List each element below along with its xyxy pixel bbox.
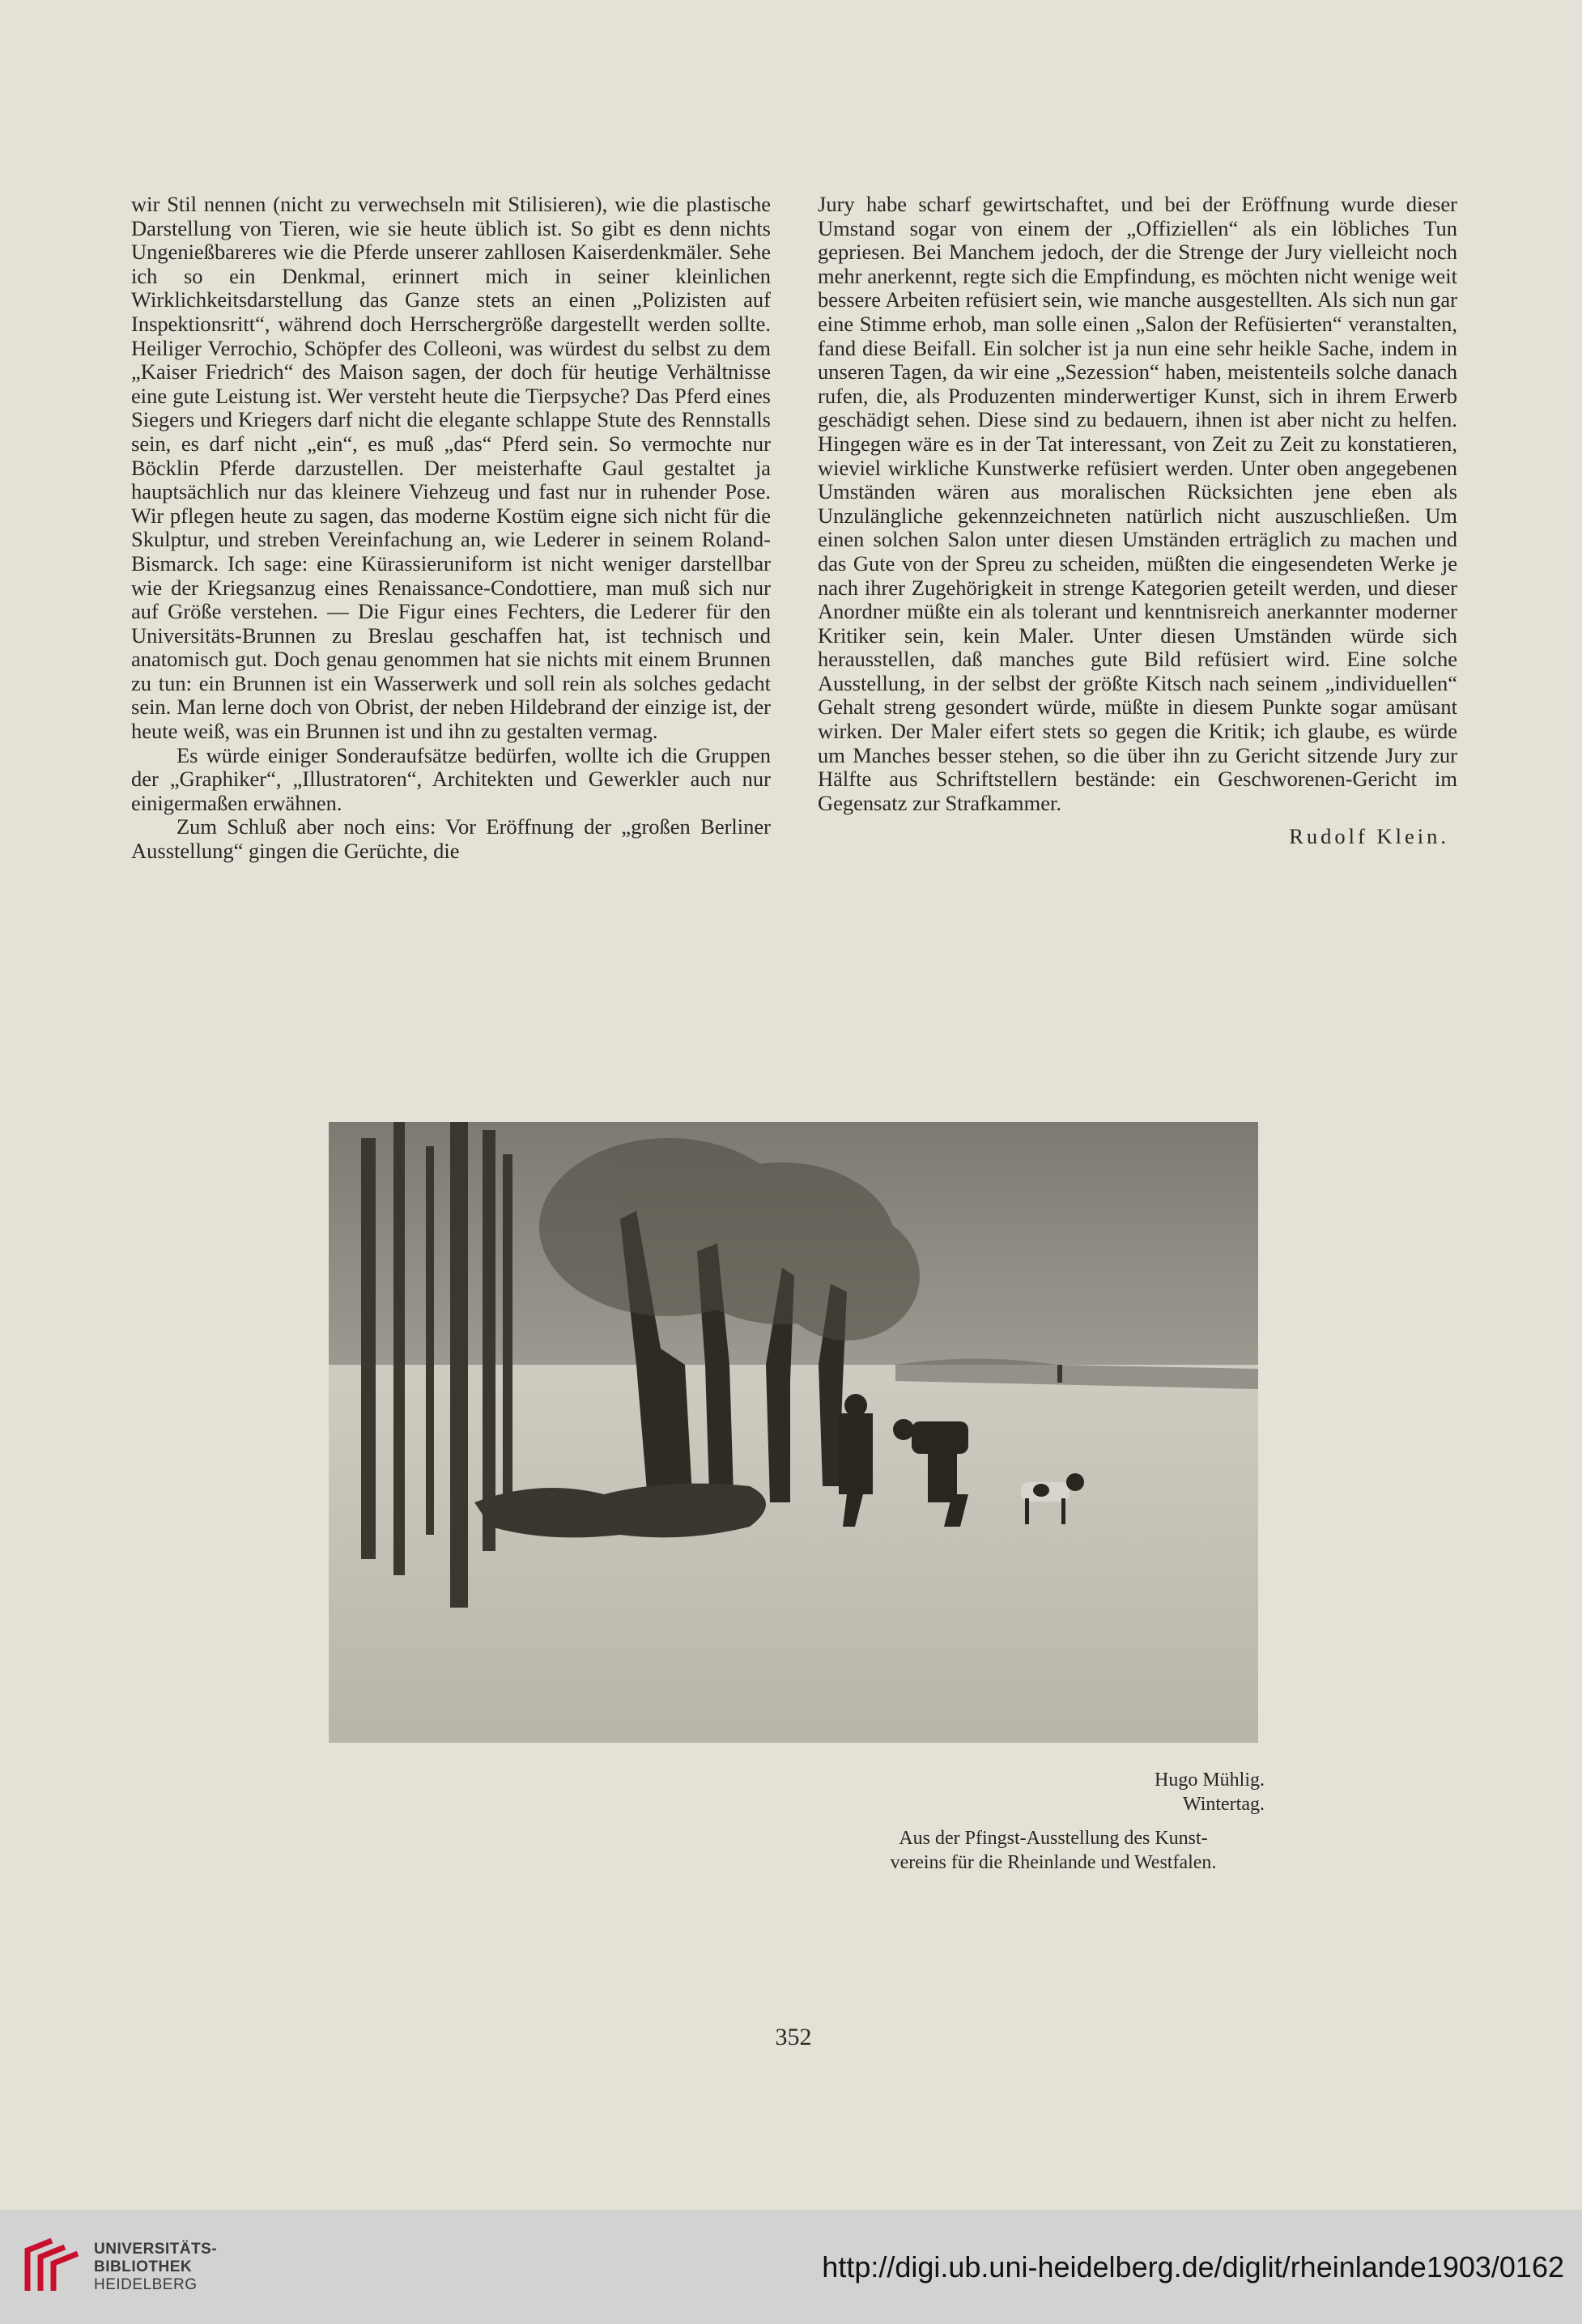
library-logo-icon [19, 2234, 84, 2299]
article-left-column [131, 193, 771, 864]
article-paragraph: Es würde einiger Sonderaufsätze bedürfen, wollte ich die Gruppen der „Graphiker“, „Illustratoren“, Architekten und Gewerkler auch nur einigermaßen erwähnen. [131, 742, 771, 815]
article-paragraph: Zum Schluß aber noch eins: Vor Eröffnung der „großen Berliner Ausstellung“ gingen die Gerüchte, die [131, 814, 771, 864]
logo-line: HEIDELBERG [94, 2276, 198, 2293]
article-right-column [818, 193, 1457, 849]
permalink-url[interactable]: http://digi.ub.uni-heidelberg.de/diglit/rheinlande1903/0162 [822, 2250, 1564, 2284]
figure-caption [810, 1768, 1265, 1875]
caption-credit-line: vereins für die Rheinlande und Westfalen. [890, 1852, 1217, 1873]
article-paragraph: wir Stil nennen (nicht zu verwechseln mit Stilisieren), wie die plastische Darstellung von Tieren, wie sie heute üblich ist. So gibt es denn nichts Ungenießbareres wie die Pferde unserer zahllosen Kaiserdenkmäler. Sehe ich so ein Denkmal, erinnert mich in seiner kleinlichen Wirklichkeitsdarstellung das Ganze stets an einen „Polizisten auf Inspektionsritt“, während doch Herrschergröße dargestellt werden sollte. Heiliger Verrochio, Schöpfer des Colleoni, was würdest du selbst zu dem „Kaiser Friedrich“ des Maison sagen, der doch für heutige Verhältnisse eine gute Leistung ist. Wer versteht heute die Tierpsyche? Das Pferd eines Siegers und Kriegers darf nicht die elegante schlappe Stute des Rennstalls sein, es darf nicht „ein“, es muß „das“ Pferd sein. So vermochte nur Böcklin Pferde darzustellen. Der meisterhafte Gaul gestaltet ja hauptsächlich nur das kleinere Viehzeug und fast nur in ruhender Pose. Wir pflegen heute zu sagen, das moderne Kostüm eigne sich nicht für die Skulptur, und streben Vereinfachung an, wie Lederer in seinem Roland-Bismarck. Ich sage: eine Kürassieruniform ist nicht weniger darstellbar wie der Kriegsanzug eines Renaissance-Condottiere, man muß sich nur auf Größe verstehen. — Die Figur eines Fechters, die Lederer für den Universitäts-Brunnen zu Breslau geschaffen hat, ist technisch und anatomisch gut. Doch genau genommen hat sie nichts mit einem Brunnen zu tun: ein Brunnen ist ein Wasserwerk und soll rein als solches gedacht sein. Man lerne doch von Obrist, der neben Hildebrand der einzige ist, der heute weiß, was ein Brunnen ist und ihn zu gestalten vermag. [131, 192, 771, 744]
caption-credit-line: Aus der Pfingst-Ausstellung des Kunst- [899, 1828, 1208, 1849]
logo-line: UNIVERSITÄTS- [94, 2241, 218, 2258]
library-footer [0, 2210, 1582, 2324]
library-logo-text [94, 2241, 217, 2294]
winter-painting-reproduction [329, 1122, 1258, 1743]
page-number: 352 [775, 2024, 812, 2050]
caption-artist: Hugo Mühlig. [1154, 1770, 1265, 1791]
article-paragraph: Jury habe scharf gewirtschaftet, und bei der Eröffnung wurde dieser Umstand sogar von einem der „Offiziellen“ als ein löbliches Tun gepriesen. Bei Manchem jedoch, der die Strenge der Jury vielleicht noch mehr anerkennt, regte sich die Empfindung, es möchten nicht wenige weit bessere Arbeiten refüsiert sein, wie manche ausgestellten. Als sich nun gar eine Stimme erhob, man solle einen „Salon der Refüsierten“ veranstalten, fand diese Beifall. Ein solcher ist ja nun eine sehr heikle Sache, indem in unseren Tagen, da wir eine „Sezession“ haben, meistenteils solche danach rufen, die, als Produzenten minderwertiger Kunst, sich in ihrem Erwerb geschädigt sehen. Diese sind zu bedauern, ihnen ist aber nicht zu helfen. Hingegen wäre es in der Tat interessant, von Zeit zu Zeit zu konstatieren, wieviel wirkliche Kunstwerke refüsiert werden. Unter oben angegebenen Umständen wären aus moralischen Rücksichten jene eben als Unzulängliche gekennzeichneten natürlich nicht auszuschließen. Um einen solchen Salon unter diesen Umständen erträglich zu machen und das Gute von der Spreu zu scheiden, müßten die eingesendeten Werke je nach ihrer Zugehörigkeit in strenge Kategorien geteilt werden, und dieser Anordner müßte ein als tolerant und kenntnisreich anerkannter moderner Kritiker sein, kein Maler. Unter diesen Umständen würde sich herausstellen, daß manches gute Bild refüsiert wird. Eine solche Ausstellung, in der selbst der größte Kitsch nach seinem „individuellen“ Gehalt streng gesondert würde, müßte in diesem Punkte sogar amüsant wirken. Der Maler eifert stets so gegen die Kritik; ich glaube, es würde um Manches besser stehen, so die über ihn zu Gericht sitzende Jury zur Hälfte aus Schriftstellern bestände: ein Geschworenen-Gericht im Gegensatz zur Strafkammer. [818, 192, 1457, 815]
caption-title: Wintertag. [1183, 1794, 1265, 1815]
logo-line: BIBLIOTHEK [94, 2258, 193, 2275]
author-signature: Rudolf Klein. [1289, 824, 1449, 849]
